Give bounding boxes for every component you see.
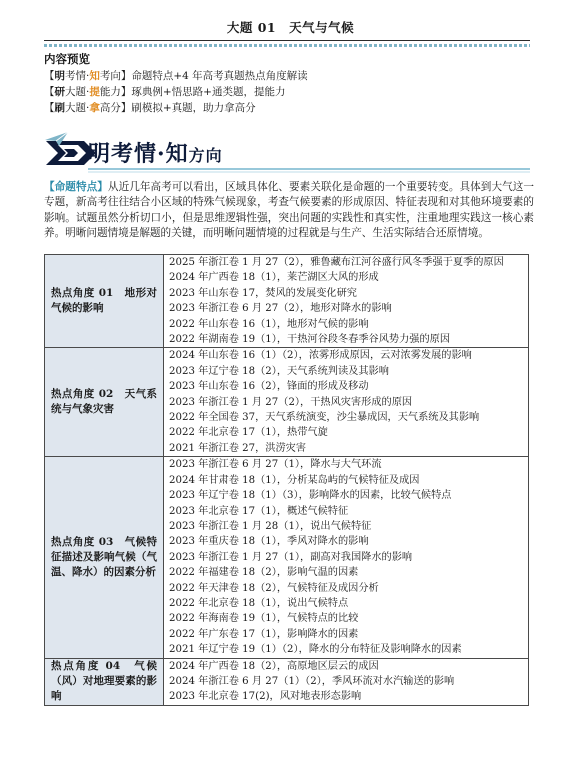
list-item: 2024 年广西卷 18（1），莱芒湖区大风的形成 [169, 272, 379, 284]
items-cell [164, 255, 529, 348]
list-item: 2023 年辽宁卷 18（1）（3），影响降水的因素，比较气候特点 [169, 490, 452, 502]
page-title: 大题 01 天气与气候 [226, 20, 355, 35]
list-item: 2022 年福建卷 18（2），影响气温的因素 [169, 567, 359, 579]
category-cell: 热点角度 01 地形对气候的影响 [45, 255, 164, 348]
list-item: 2022 年海南卷 19（1），气候特点的比较 [169, 613, 359, 625]
preview-row: 【研大题·提能力】琢典例+悟思路+通类题，提能力 [44, 86, 286, 98]
paper-plane-icon [44, 131, 70, 147]
banner-title: 明考情·知方向 [88, 141, 223, 167]
list-item: 2024 年山东卷 16（1）（2），浓雾形成原因，云对浓雾发展的影响 [169, 350, 472, 362]
list-item: 2022 年全国卷 37，天气系统演变，沙尘暴成因，天气系统及其影响 [169, 412, 480, 424]
topics-table [44, 254, 529, 706]
list-item: 2025 年浙江卷 1 月 27（2），雅鲁藏布江河谷盛行风冬季强于夏季的原因 [169, 257, 504, 268]
list-item: 2024 年浙江卷 6 月 27（1）（2），季风环流对水汽输送的影响 [169, 675, 455, 687]
list-item: 2023 年辽宁卷 18（2），天气系统判读及其影响 [169, 365, 389, 377]
preview-row: 【刷大题·拿高分】刷模拟+真题，助力拿高分 [44, 102, 256, 114]
list-item: 2023 年山东卷 16（2），锋面的形成及移动 [169, 381, 369, 393]
list-item: 2023 年浙江卷 1 月 27（2），干热风灾害形成的原因 [169, 396, 413, 408]
list-item: 2022 年北京卷 17（1），热带气旋 [169, 427, 328, 439]
category-cell: 热点角度 02 天气系统与气象灾害 [45, 348, 164, 457]
items-cell [164, 457, 529, 658]
intro-text: 从近几年高考可以看出，区域具体化、要素关联化是命题的一个重要转变。具体到大气这一专题，新高考往往结合小区域的特殊气候现象，考查气候要素的形成原因、特征表现和对其他环境要素的影响。试题虽然分析切口小，但是思维逻辑性强，突出问题的实践性和真实性，注重地理实践这一核心素养。明晰问题情境是解题的关键，而明晰问题情境的过程就是与生产、生活实际结合还原情境。 [44, 181, 534, 239]
preview-row: 【明考情·知考向】命题特点+4 年高考真题热点角度解读 [44, 70, 308, 82]
list-item: 2022 年广东卷 17（1），影响降水的因素 [169, 628, 359, 640]
list-item: 2023 年北京卷 17（1），概述气候特征 [169, 505, 349, 517]
list-item: 2022 年湖南卷 19（1），干热河谷段冬春季谷风势力强的原因 [169, 334, 451, 346]
list-item: 2022 年山东卷 16（1），地形对气候的影响 [169, 318, 369, 330]
list-item: 2024 年甘肃卷 18（1），分析某岛屿的气候特征及成因 [169, 474, 420, 486]
list-item: 2023 年山东卷 17，焚风的发展变化研究 [169, 287, 357, 299]
list-item: 2022 年天津卷 18（2），气候特征及成因分析 [169, 582, 379, 594]
list-item: 2023 年重庆卷 18（1），季风对降水的影响 [169, 536, 369, 548]
list-item: 2023 年浙江卷 6 月 27（2），地形对降水的影响 [169, 303, 392, 315]
table-row [45, 255, 529, 348]
title-rule-dots [44, 44, 530, 47]
table-row [45, 658, 529, 705]
table-row [45, 457, 529, 658]
intro-tag: 【命题特点】 [44, 181, 108, 193]
category-cell: 热点角度 04 气候（风）对地理要素的影响 [45, 658, 164, 705]
preview-heading: 内容预览 [44, 52, 90, 66]
list-item: 2023 年浙江卷 1 月 27（1），副高对我国降水的影响 [169, 551, 413, 563]
intro-paragraph [44, 180, 534, 241]
list-item: 2021 年辽宁卷 19（1）（2），降水的分布特征及影响降水的因素 [169, 644, 462, 656]
list-item: 2022 年北京卷 18（1），说出气候特点 [169, 597, 349, 609]
items-cell [164, 658, 529, 705]
section-banner [44, 131, 530, 175]
category-cell: 热点角度 03 气候特征描述及影响气候（气温、降水）的因素分析 [45, 457, 164, 658]
table-row [45, 348, 529, 457]
list-item: 2024 年广西卷 18（2），高原地区层云的成因 [169, 660, 379, 672]
list-item: 2023 年浙江卷 1 月 28（1），说出气候特征 [169, 520, 372, 532]
items-cell [164, 348, 529, 457]
list-item: 2023 年北京卷 17(2)，风对地表形态影响 [169, 691, 362, 703]
list-item: 2023 年浙江卷 6 月 27（1），降水与大气环流 [169, 459, 382, 471]
list-item: 2021 年浙江卷 27，洪涝灾害 [169, 442, 307, 454]
